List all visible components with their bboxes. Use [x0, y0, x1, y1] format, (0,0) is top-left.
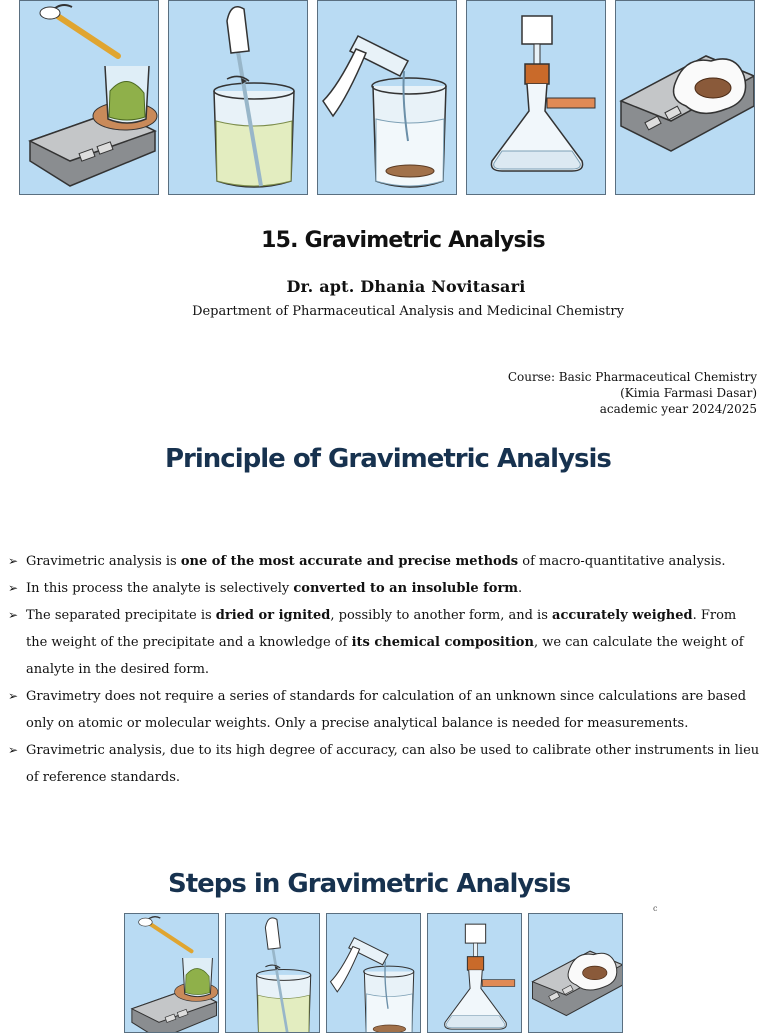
filtration-flask-panel — [427, 913, 522, 1033]
list-item: ➢ Gravimetry does not require a series of standards for calculation of an unknown since calculations are based only on atomic or molecular weights. Only a precise analytical balance is needed for measurements. — [8, 683, 760, 737]
balance-beaker-icon — [125, 914, 219, 1033]
stirring-rod-icon — [169, 1, 308, 195]
weighing-filter-paper-panel — [615, 0, 755, 195]
stirring-solution-panel — [168, 0, 308, 195]
department-name: Department of Pharmaceutical Analysis and Medicinal Chemistry — [192, 304, 624, 319]
header-illustration-strip — [19, 0, 755, 195]
list-item: ➢ Gravimetric analysis, due to its high degree of accuracy, can also be used to calibrate other instruments in lieu of reference standards. — [8, 737, 760, 791]
list-item: ➢ The separated precipitate is dried or ignited, possibly to another form, and is accurately weighed. From the weight of the precipitate and a knowledge of its chemical composition, we can calculate the weight of analyte in the desired form. — [8, 602, 760, 683]
academic-year: academic year 2024/2025 — [599, 402, 757, 416]
pouring-beaker-icon — [318, 1, 457, 195]
course-name: Course: Basic Pharmaceutical Chemistry — [507, 370, 757, 384]
pouring-precipitate-panel — [326, 913, 421, 1033]
principle-bullet-list — [8, 548, 760, 791]
arrow-bullet-icon: ➢ — [8, 581, 19, 595]
filter-flask-icon — [428, 914, 522, 1033]
list-item: ➢ In this process the analyte is selectively converted to an insoluble form. — [8, 575, 760, 602]
arrow-bullet-icon: ➢ — [8, 554, 19, 568]
arrow-bullet-icon: ➢ — [8, 689, 19, 703]
arrow-bullet-icon: ➢ — [8, 608, 19, 622]
pouring-beaker-icon — [327, 914, 421, 1033]
course-info — [508, 369, 757, 417]
course-local-name: (Kimia Farmasi Dasar) — [620, 386, 757, 400]
principle-heading: Principle of Gravimetric Analysis — [165, 444, 611, 474]
balance-filter-paper-icon — [616, 1, 755, 195]
weighing-filter-paper-panel — [528, 913, 623, 1033]
balance-beaker-icon — [20, 1, 159, 195]
stirring-rod-icon — [226, 914, 320, 1033]
weighing-sample-panel — [124, 913, 219, 1033]
stirring-solution-panel — [225, 913, 320, 1033]
filter-flask-icon — [467, 1, 606, 195]
list-item: ➢ Gravimetric analysis is one of the most accurate and precise methods of macro-quantitative analysis. — [8, 548, 760, 575]
steps-illustration-strip — [124, 913, 623, 1033]
stray-mark: c — [653, 904, 658, 913]
arrow-bullet-icon: ➢ — [8, 743, 19, 757]
filtration-flask-panel — [466, 0, 606, 195]
document-title: 15. Gravimetric Analysis — [261, 228, 545, 253]
weighing-sample-panel — [19, 0, 159, 195]
balance-filter-paper-icon — [529, 914, 623, 1033]
author-name: Dr. apt. Dhania Novitasari — [286, 277, 526, 296]
pouring-precipitate-panel — [317, 0, 457, 195]
steps-heading: Steps in Gravimetric Analysis — [168, 869, 571, 899]
